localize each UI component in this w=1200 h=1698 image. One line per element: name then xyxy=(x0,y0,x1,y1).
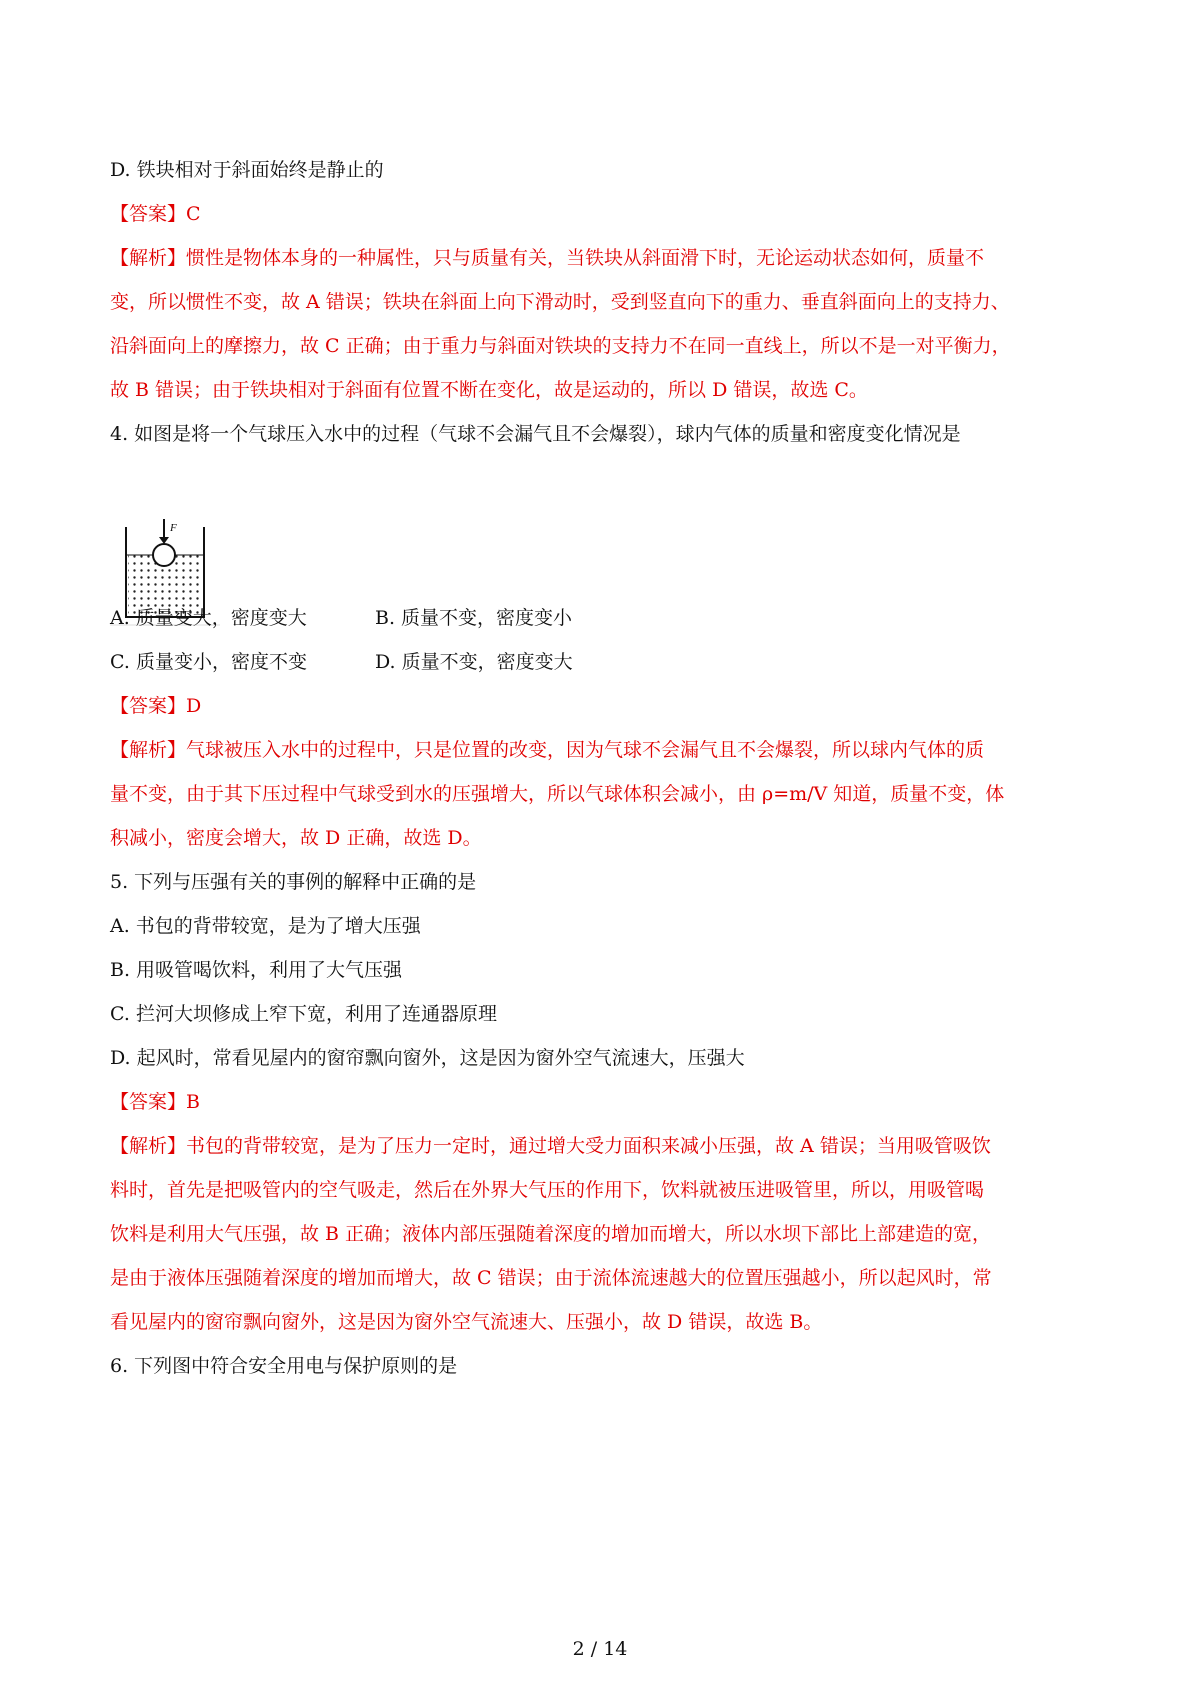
q3-analysis-line-4: 故 B 错误；由于铁块相对于斜面有位置不断在变化，故是运动的，所以 D 错误，故选 C。 xyxy=(110,379,868,401)
answer-tag: 【答案】 xyxy=(110,203,187,225)
analysis-tag: 【解析】 xyxy=(110,247,187,269)
q4-option-b: B. 质量不变，密度变小 xyxy=(375,607,573,629)
q5-option-c: C. 拦河大坝修成上窄下宽，利用了连通器原理 xyxy=(110,1003,497,1025)
q5-answer xyxy=(110,1090,200,1114)
analysis-text: 气球被压入水中的过程中，只是位置的改变，因为气球不会漏气且不会爆裂，所以球内气体的质 xyxy=(186,739,985,761)
force-label: F xyxy=(170,522,177,534)
q4-analysis-line-2: 量不变，由于其下压过程中气球受到水的压强增大，所以气球体积会减小，由 ρ=m/V 知道，质量不变，体 xyxy=(110,783,1005,805)
q4-answer xyxy=(110,694,201,718)
q4-analysis-line-3: 积减小，密度会增大，故 D 正确，故选 D。 xyxy=(110,827,482,849)
analysis-tag: 【解析】 xyxy=(110,1135,187,1157)
q5-analysis-line-5: 看见屋内的窗帘飘向窗外，这是因为窗外空气流速大、压强小，故 D 错误，故选 B。 xyxy=(110,1311,823,1333)
q3-option-d: D. 铁块相对于斜面始终是静止的 xyxy=(110,159,384,181)
q5-analysis-line-3: 饮料是利用大气压强，故 B 正确；液体内部压强随着深度的增加而增大，所以水坝下部比上部建造的宽， xyxy=(110,1223,992,1245)
q4-option-d: D. 质量不变，密度变大 xyxy=(375,651,573,673)
q4-options-row-1 xyxy=(110,606,572,630)
q4-option-c: C. 质量变小，密度不变 xyxy=(110,651,307,673)
page-number: 2 / 14 xyxy=(572,1638,628,1660)
answer-value: B xyxy=(186,1091,200,1113)
q5-analysis-line-1 xyxy=(110,1134,991,1158)
answer-value: C xyxy=(186,203,201,225)
answer-tag: 【答案】 xyxy=(110,1091,187,1113)
q5-option-a: A. 书包的背带较宽，是为了增大压强 xyxy=(110,915,421,937)
q4-analysis-line-1 xyxy=(110,738,984,762)
q3-answer xyxy=(110,202,201,226)
q4-question: 4. 如图是将一个气球压入水中的过程（气球不会漏气且不会爆裂），球内气体的质量和密度变化情况是 xyxy=(110,423,961,445)
q3-analysis-line-2: 变，所以惯性不变，故 A 错误；铁块在斜面上向下滑动时，受到竖直向下的重力、垂直斜面向上的支持力、 xyxy=(110,291,1010,313)
analysis-text: 惯性是物体本身的一种属性，只与质量有关，当铁块从斜面滑下时，无论运动状态如何，质量不 xyxy=(186,247,985,269)
q6-question: 6. 下列图中符合安全用电与保护原则的是 xyxy=(110,1355,458,1377)
q4-option-a: A. 质量变大，密度变大 xyxy=(110,607,307,629)
q3-analysis-line-1 xyxy=(110,246,984,270)
q5-question: 5. 下列与压强有关的事例的解释中正确的是 xyxy=(110,871,477,893)
q5-analysis-line-2: 料时，首先是把吸管内的空气吸走，然后在外界大气压的作用下，饮料就被压进吸管里，所以，用吸管喝 xyxy=(110,1179,985,1201)
q3-analysis-line-3: 沿斜面向上的摩擦力，故 C 正确；由于重力与斜面对铁块的支持力不在同一直线上，所以不是一对平衡力， xyxy=(110,335,1011,357)
analysis-tag: 【解析】 xyxy=(110,739,187,761)
q4-options-row-2 xyxy=(110,650,573,674)
analysis-text: 书包的背带较宽，是为了压力一定时，通过增大受力面积来减小压强，故 A 错误；当用吸管吸饮 xyxy=(186,1135,991,1157)
answer-tag: 【答案】 xyxy=(110,695,187,717)
q5-option-d: D. 起风时，常看见屋内的窗帘飘向窗外，这是因为窗外空气流速大，压强大 xyxy=(110,1047,745,1069)
q5-option-b: B. 用吸管喝饮料，利用了大气压强 xyxy=(110,959,403,981)
answer-value: D xyxy=(186,695,202,717)
q5-analysis-line-4: 是由于液体压强随着深度的增加而增大，故 C 错误；由于流体流速越大的位置压强越小，所以起风时，常 xyxy=(110,1267,992,1289)
